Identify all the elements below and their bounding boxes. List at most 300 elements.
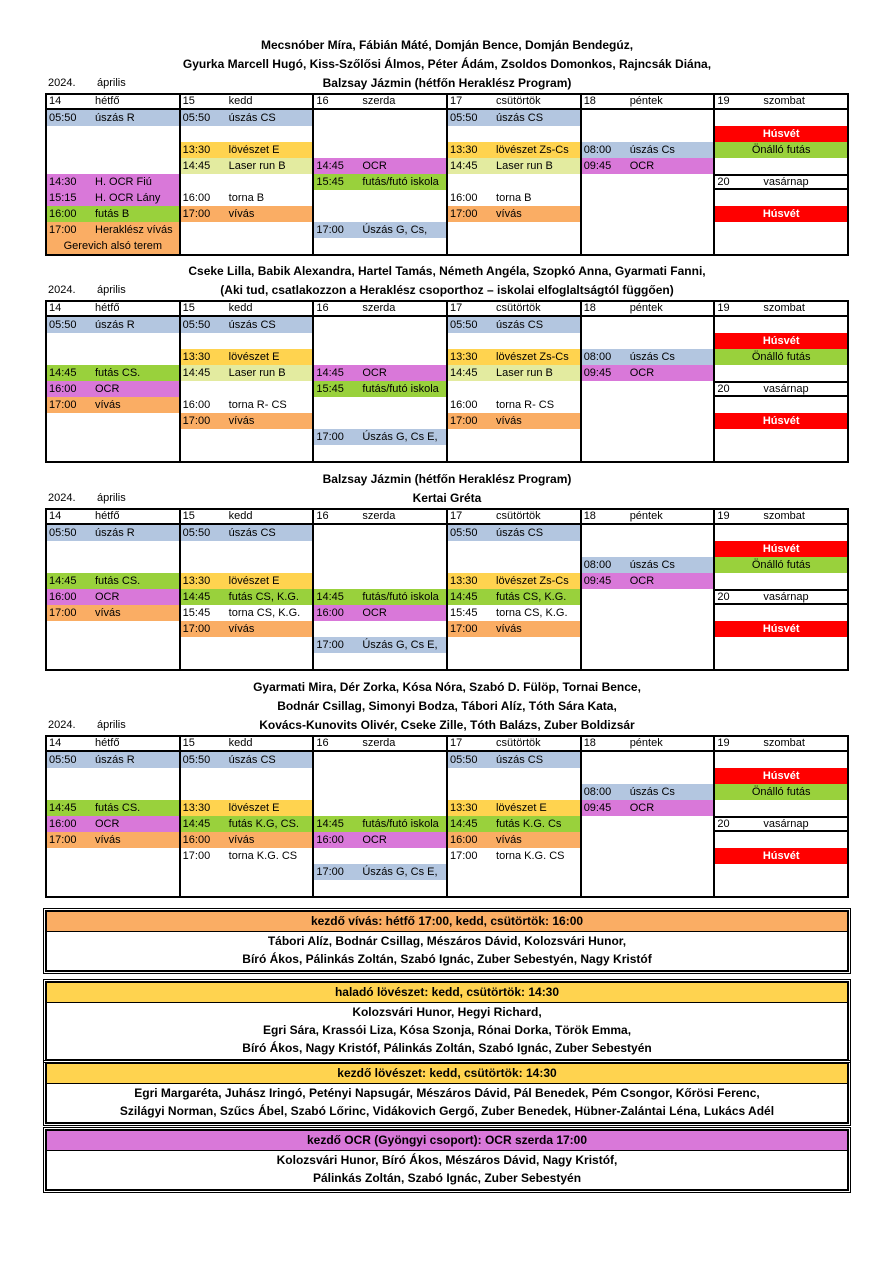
cell-time: 14:45 bbox=[450, 591, 478, 603]
schedule-cell bbox=[47, 541, 179, 557]
schedule-cell bbox=[314, 445, 446, 461]
schedule-cell bbox=[448, 206, 580, 222]
date-year: 2024. bbox=[48, 719, 76, 731]
cell-label: vívás bbox=[95, 834, 121, 846]
day-header-friday bbox=[582, 510, 714, 525]
day-header-friday bbox=[582, 737, 714, 752]
schedule-cell bbox=[314, 816, 446, 832]
cell-label: úszás R bbox=[95, 754, 135, 766]
day-column-thursday bbox=[448, 302, 582, 461]
schedule-cell bbox=[47, 800, 179, 816]
day-column-wednesday bbox=[314, 95, 448, 254]
schedule-cell bbox=[448, 848, 580, 864]
day-header-friday bbox=[582, 302, 714, 317]
day-name: csütörtök bbox=[496, 95, 541, 107]
schedule-cell bbox=[47, 848, 179, 864]
schedule-cell bbox=[715, 445, 847, 461]
day-header-monday bbox=[47, 737, 179, 752]
schedule-cell bbox=[715, 653, 847, 669]
cell-label: Gerevich alsó terem bbox=[63, 240, 163, 252]
schedule-cell bbox=[582, 126, 714, 142]
day-number: 15 bbox=[182, 302, 195, 314]
schedule-cell bbox=[582, 848, 714, 864]
schedule-cell bbox=[715, 365, 847, 381]
day-number: 19 bbox=[717, 510, 730, 522]
schedule-cell bbox=[314, 832, 446, 848]
schedule-cell bbox=[47, 832, 179, 848]
cell-time: 09:45 bbox=[583, 160, 612, 172]
schedule-cell bbox=[47, 525, 179, 541]
schedule-cell bbox=[47, 557, 179, 573]
cell-label: Önálló futás bbox=[751, 351, 811, 363]
schedule-cell bbox=[47, 190, 179, 206]
day-column-weekend bbox=[715, 95, 847, 254]
schedule-cell bbox=[314, 349, 446, 365]
schedule-cell bbox=[448, 397, 580, 413]
cell-time: 14:45 bbox=[316, 818, 344, 830]
schedule-cell bbox=[715, 880, 847, 896]
cell-time: 15:15 bbox=[49, 192, 77, 204]
schedule-cell bbox=[715, 190, 847, 206]
cell-time: 14:45 bbox=[450, 160, 478, 172]
day-column-tuesday bbox=[181, 302, 315, 461]
schedule-cell bbox=[715, 397, 847, 413]
cell-label: Laser run B bbox=[496, 367, 553, 379]
notice-names-line: Bíró Ákos, Nagy Kristóf, Pálinkás Zoltán, Szabó Ignác, Zuber Sebestyén bbox=[242, 1041, 652, 1055]
schedule-cell bbox=[181, 768, 313, 784]
cell-time: 17:00 bbox=[316, 866, 344, 878]
schedule-cell bbox=[47, 653, 179, 669]
cell-label: futás CS, K.G. bbox=[496, 591, 567, 603]
cell-label: lövészet Zs-Cs bbox=[496, 575, 569, 587]
day-header-wednesday bbox=[314, 302, 446, 317]
cell-label: futás K.G. Cs bbox=[496, 818, 562, 830]
cell-time: 16:00 bbox=[49, 208, 77, 220]
cell-label: vívás bbox=[95, 607, 121, 619]
cell-label: Húsvét bbox=[762, 543, 800, 555]
cell-label: futás CS. bbox=[95, 367, 141, 379]
day-name: vasárnap bbox=[763, 383, 809, 395]
cell-label: úszás CS bbox=[228, 754, 276, 766]
schedule-cell bbox=[715, 784, 847, 800]
cell-time: 05:50 bbox=[49, 112, 77, 124]
table-title-line: Gyurka Marcell Hugó, Kiss-Szőlősi Álmos, Péter Ádám, Zsoldos Domonkos, Rajncsák Diána, bbox=[182, 57, 712, 71]
cell-time: 16:00 bbox=[49, 818, 77, 830]
day-column-weekend bbox=[715, 510, 847, 669]
cell-label: vívás bbox=[228, 208, 255, 220]
notice-header: kezdő OCR (Gyöngyi csoport): OCR szerda 17:00 bbox=[47, 1131, 847, 1151]
schedule-cell bbox=[181, 206, 313, 222]
cell-label: OCR bbox=[362, 607, 387, 619]
day-number: 17 bbox=[450, 95, 463, 107]
schedule-cell bbox=[181, 541, 313, 557]
cell-time: 15:45 bbox=[316, 383, 344, 395]
cell-time: 16:00 bbox=[316, 834, 344, 846]
day-number: 20 bbox=[717, 383, 730, 395]
day-column-monday bbox=[47, 737, 181, 896]
cell-label: úszás R bbox=[95, 319, 135, 331]
cell-label: torna K.G. CS bbox=[496, 850, 565, 862]
cell-time: 16:00 bbox=[182, 192, 211, 204]
day-header-monday bbox=[47, 510, 179, 525]
cell-label: úszás Cs bbox=[629, 559, 675, 571]
schedule-cell bbox=[314, 541, 446, 557]
schedule-cell bbox=[448, 381, 580, 397]
schedule-cell bbox=[715, 605, 847, 621]
schedule-cell bbox=[47, 605, 179, 621]
schedule-cell bbox=[448, 816, 580, 832]
schedule-cell bbox=[47, 768, 179, 784]
day-name: szombat bbox=[763, 95, 805, 107]
cell-time: 05:50 bbox=[182, 754, 211, 766]
schedule-cell bbox=[314, 429, 446, 445]
cell-time: 13:30 bbox=[450, 351, 478, 363]
schedule-cell bbox=[448, 349, 580, 365]
schedule-cell bbox=[448, 110, 580, 126]
cell-time: 05:50 bbox=[49, 527, 77, 539]
notice-header: kezdő vívás: hétfő 17:00, kedd, csütörtök: 16:00 bbox=[47, 912, 847, 932]
day-column-monday bbox=[47, 95, 181, 254]
cell-label: vívás bbox=[228, 834, 255, 846]
schedule-cell bbox=[448, 605, 580, 621]
schedule-cell bbox=[582, 174, 714, 190]
day-column-friday bbox=[582, 737, 716, 896]
cell-label: futás/futó iskola bbox=[362, 818, 439, 830]
schedule-cell bbox=[47, 174, 179, 190]
schedule-cell bbox=[582, 880, 714, 896]
cell-label: úszás Cs bbox=[629, 144, 675, 156]
day-header-monday bbox=[47, 95, 179, 110]
cell-label: Húsvét bbox=[762, 335, 800, 347]
day-number: 16 bbox=[316, 95, 329, 107]
day-column-thursday bbox=[448, 510, 582, 669]
schedule-cell bbox=[181, 848, 313, 864]
day-name: vasárnap bbox=[763, 818, 809, 830]
cell-time: 14:45 bbox=[182, 160, 211, 172]
notice-block-1 bbox=[45, 910, 849, 972]
cell-time: 16:00 bbox=[450, 192, 478, 204]
schedule-cell bbox=[47, 816, 179, 832]
day-name: szerda bbox=[362, 95, 396, 107]
schedule-cell bbox=[448, 142, 580, 158]
schedule-cell bbox=[448, 445, 580, 461]
schedule-cell bbox=[314, 206, 446, 222]
schedule-cell bbox=[448, 752, 580, 768]
cell-time: 05:50 bbox=[450, 527, 478, 539]
schedule-cell bbox=[314, 174, 446, 190]
schedule-cell bbox=[181, 832, 313, 848]
schedule-cell bbox=[582, 653, 714, 669]
cell-label: vívás bbox=[228, 623, 255, 635]
cell-time: 16:00 bbox=[182, 399, 211, 411]
table-title-line: Mecsnóber Míra, Fábián Máté, Domján Bence, Domján Bendegúz, bbox=[260, 38, 634, 52]
day-column-friday bbox=[582, 95, 716, 254]
schedule-cell bbox=[582, 365, 714, 381]
day-number: 15 bbox=[182, 95, 195, 107]
schedule-cell bbox=[181, 800, 313, 816]
cell-label: vívás bbox=[95, 399, 121, 411]
cell-label: úszás CS bbox=[496, 319, 544, 331]
cell-time: 14:45 bbox=[49, 367, 77, 379]
cell-label: Laser run B bbox=[228, 160, 286, 172]
day-name: szombat bbox=[763, 302, 805, 314]
schedule-cell bbox=[715, 142, 847, 158]
day-header-tuesday bbox=[181, 510, 313, 525]
day-column-tuesday bbox=[181, 737, 315, 896]
day-header-wednesday bbox=[314, 737, 446, 752]
cell-time: 13:30 bbox=[450, 575, 478, 587]
schedule-cell bbox=[314, 158, 446, 174]
cell-time: 17:00 bbox=[49, 224, 77, 236]
schedule-cell bbox=[582, 621, 714, 637]
schedule-cell bbox=[715, 525, 847, 541]
cell-label: futás K.G, CS. bbox=[228, 818, 299, 830]
day-column-wednesday bbox=[314, 302, 448, 461]
schedule-cell bbox=[715, 557, 847, 573]
schedule-cell bbox=[582, 816, 714, 832]
schedule-cell bbox=[448, 429, 580, 445]
day-name: hétfő bbox=[95, 737, 120, 749]
schedule-cell bbox=[47, 880, 179, 896]
day-column-monday bbox=[47, 302, 181, 461]
schedule-cell bbox=[47, 864, 179, 880]
cell-label: úszás CS bbox=[228, 527, 276, 539]
cell-time: 05:50 bbox=[182, 319, 211, 331]
day-header-tuesday bbox=[181, 737, 313, 752]
cell-time: 09:45 bbox=[583, 367, 612, 379]
schedule-cell bbox=[181, 238, 313, 254]
cell-label: Laser run B bbox=[228, 367, 286, 379]
day-name: hétfő bbox=[95, 510, 120, 522]
cell-label: lövészet Zs-Cs bbox=[496, 144, 569, 156]
table-title-1 bbox=[45, 36, 849, 93]
day-header-sunday bbox=[715, 174, 847, 190]
cell-label: úszás CS bbox=[496, 527, 544, 539]
day-name: csütörtök bbox=[496, 737, 541, 749]
schedule-cell bbox=[181, 429, 313, 445]
schedule-cell bbox=[715, 206, 847, 222]
cell-label: torna B bbox=[496, 192, 532, 204]
schedule-cell bbox=[448, 158, 580, 174]
day-number: 14 bbox=[49, 737, 62, 749]
schedule-cell bbox=[582, 397, 714, 413]
schedule-cell bbox=[47, 158, 179, 174]
table-title-line: Cseke Lilla, Babik Alexandra, Hartel Tamás, Németh Angéla, Szopkó Anna, Gyarmati Fanni, bbox=[188, 264, 706, 278]
schedule-cell bbox=[448, 573, 580, 589]
day-column-weekend bbox=[715, 737, 847, 896]
day-name: vasárnap bbox=[763, 176, 809, 188]
schedule-cell bbox=[715, 429, 847, 445]
schedule-cell bbox=[47, 413, 179, 429]
cell-time: 16:00 bbox=[49, 383, 77, 395]
cell-label: lövészet E bbox=[228, 144, 280, 156]
cell-label: vívás bbox=[496, 834, 522, 846]
schedule-cell bbox=[582, 768, 714, 784]
day-header-sunday bbox=[715, 589, 847, 605]
schedule-cell bbox=[448, 413, 580, 429]
cell-label: úszás Cs bbox=[629, 786, 675, 798]
schedule-cell bbox=[448, 621, 580, 637]
cell-label: Önálló futás bbox=[751, 786, 811, 798]
cell-label: torna B bbox=[228, 192, 265, 204]
cell-label: Húsvét bbox=[762, 770, 800, 782]
day-number: 16 bbox=[316, 737, 329, 749]
schedule-cell bbox=[715, 349, 847, 365]
schedule-cell bbox=[47, 126, 179, 142]
cell-time: 15:45 bbox=[316, 176, 344, 188]
schedule-cell bbox=[47, 142, 179, 158]
cell-label: úszás Cs bbox=[629, 351, 675, 363]
schedule-cell bbox=[181, 752, 313, 768]
day-number: 18 bbox=[583, 95, 596, 107]
day-name: péntek bbox=[629, 95, 663, 107]
day-name: szerda bbox=[362, 302, 396, 314]
date-year: 2024. bbox=[48, 77, 76, 89]
cell-time: 05:50 bbox=[182, 527, 211, 539]
cell-time: 17:00 bbox=[49, 834, 77, 846]
schedule-cell bbox=[582, 541, 714, 557]
table-title-line: Kertai Gréta bbox=[412, 491, 482, 505]
cell-label: úszás R bbox=[95, 112, 135, 124]
day-header-friday bbox=[582, 95, 714, 110]
cell-label: Húsvét bbox=[762, 208, 800, 220]
cell-label: futás/futó iskola bbox=[362, 383, 439, 395]
cell-label: úszás CS bbox=[496, 112, 544, 124]
cell-label: futás/futó iskola bbox=[362, 591, 439, 603]
cell-time: 14:45 bbox=[316, 160, 344, 172]
cell-label: futás B bbox=[95, 208, 130, 220]
schedule-cell bbox=[582, 573, 714, 589]
day-number: 18 bbox=[583, 737, 596, 749]
day-header-saturday bbox=[715, 95, 847, 110]
cell-label: futás CS, K.G. bbox=[228, 591, 299, 603]
cell-time: 09:45 bbox=[583, 802, 612, 814]
schedule-cell bbox=[448, 800, 580, 816]
table-title-line: Gyarmati Mira, Dér Zorka, Kósa Nóra, Szabó D. Fülöp, Tornai Bence, bbox=[253, 680, 641, 694]
cell-time: 17:00 bbox=[316, 224, 344, 236]
cell-label: futás CS. bbox=[95, 802, 141, 814]
schedule-cell bbox=[582, 752, 714, 768]
schedule-cell bbox=[314, 317, 446, 333]
notice-block-4 bbox=[45, 1129, 849, 1191]
cell-time: 05:50 bbox=[450, 319, 478, 331]
schedule-cell bbox=[582, 333, 714, 349]
day-column-tuesday bbox=[181, 95, 315, 254]
day-header-saturday bbox=[715, 737, 847, 752]
schedule-cell bbox=[181, 605, 313, 621]
schedule-cell bbox=[181, 589, 313, 605]
cell-time: 15:45 bbox=[182, 607, 211, 619]
day-number: 19 bbox=[717, 737, 730, 749]
cell-time: 14:45 bbox=[182, 591, 211, 603]
schedule-cell bbox=[47, 206, 179, 222]
cell-time: 05:50 bbox=[450, 112, 478, 124]
cell-label: futás/futó iskola bbox=[362, 176, 439, 188]
schedule-cell bbox=[181, 557, 313, 573]
schedule-cell bbox=[314, 110, 446, 126]
cell-label: OCR bbox=[95, 818, 120, 830]
notice-block-3 bbox=[45, 1062, 849, 1124]
schedule-cell bbox=[448, 317, 580, 333]
cell-label: OCR bbox=[362, 160, 387, 172]
day-column-wednesday bbox=[314, 510, 448, 669]
cell-time: 16:00 bbox=[316, 607, 344, 619]
schedule-cell bbox=[47, 621, 179, 637]
schedule-cell bbox=[47, 349, 179, 365]
schedule-cell bbox=[314, 752, 446, 768]
cell-label: vívás bbox=[496, 623, 522, 635]
schedule-cell bbox=[181, 142, 313, 158]
cell-label: lövészet E bbox=[496, 802, 547, 814]
cell-label: OCR bbox=[362, 834, 387, 846]
cell-time: 17:00 bbox=[49, 607, 77, 619]
cell-time: 17:00 bbox=[49, 399, 77, 411]
week-grid-1 bbox=[45, 93, 849, 256]
schedule-cell bbox=[715, 864, 847, 880]
cell-time: 08:00 bbox=[583, 559, 612, 571]
notice-header: haladó lövészet: kedd, csütörtök: 14:30 bbox=[47, 983, 847, 1003]
cell-time: 17:00 bbox=[182, 415, 211, 427]
cell-time: 17:00 bbox=[450, 415, 478, 427]
schedule-cell bbox=[448, 589, 580, 605]
cell-label: Húsvét bbox=[762, 623, 800, 635]
cell-label: torna CS, K.G. bbox=[228, 607, 301, 619]
day-number: 20 bbox=[717, 176, 730, 188]
cell-label: H. OCR Fiú bbox=[95, 176, 152, 188]
schedule-cell bbox=[314, 142, 446, 158]
day-number: 20 bbox=[717, 818, 730, 830]
schedule-cell bbox=[448, 126, 580, 142]
day-name: szombat bbox=[763, 737, 805, 749]
schedule-cell bbox=[582, 800, 714, 816]
schedule-cell bbox=[181, 333, 313, 349]
day-column-tuesday bbox=[181, 510, 315, 669]
cell-time: 17:00 bbox=[316, 639, 344, 651]
day-number: 16 bbox=[316, 510, 329, 522]
notice-names-line: Egri Margaréta, Juhász Iringó, Petényi Napsugár, Mészáros Dávid, Pál Benedek, Pém Csongor, Kőrösi Ferenc, bbox=[134, 1086, 760, 1100]
schedule-cell bbox=[582, 557, 714, 573]
schedule-cell bbox=[448, 238, 580, 254]
schedule-cell bbox=[715, 222, 847, 238]
schedule-cell bbox=[47, 365, 179, 381]
day-header-thursday bbox=[448, 95, 580, 110]
cell-label: Úszás G, Cs E, bbox=[362, 866, 438, 878]
schedule-cell bbox=[181, 317, 313, 333]
schedule-cell bbox=[582, 110, 714, 126]
cell-time: 05:50 bbox=[49, 319, 77, 331]
day-header-thursday bbox=[448, 510, 580, 525]
schedule-cell bbox=[181, 397, 313, 413]
cell-label: Önálló futás bbox=[751, 144, 811, 156]
schedule-cell bbox=[715, 848, 847, 864]
table-title-2 bbox=[45, 262, 849, 300]
day-header-wednesday bbox=[314, 510, 446, 525]
cell-label: vívás bbox=[496, 415, 522, 427]
table-title-4 bbox=[45, 678, 849, 735]
notice-header: kezdő lövészet: kedd, csütörtök: 14:30 bbox=[47, 1064, 847, 1084]
cell-label: Önálló futás bbox=[751, 559, 811, 571]
schedule-cell bbox=[181, 864, 313, 880]
notice-names-line: Bíró Ákos, Pálinkás Zoltán, Szabó Ignác, Zuber Sebestyén, Nagy Kristóf bbox=[242, 952, 652, 966]
schedule-cell bbox=[448, 784, 580, 800]
schedule-cell bbox=[582, 832, 714, 848]
cell-time: 13:30 bbox=[182, 351, 211, 363]
cell-time: 14:45 bbox=[49, 802, 77, 814]
schedule-cell bbox=[715, 573, 847, 589]
schedule-cell bbox=[314, 222, 446, 238]
schedule-cell bbox=[715, 768, 847, 784]
day-header-wednesday bbox=[314, 95, 446, 110]
